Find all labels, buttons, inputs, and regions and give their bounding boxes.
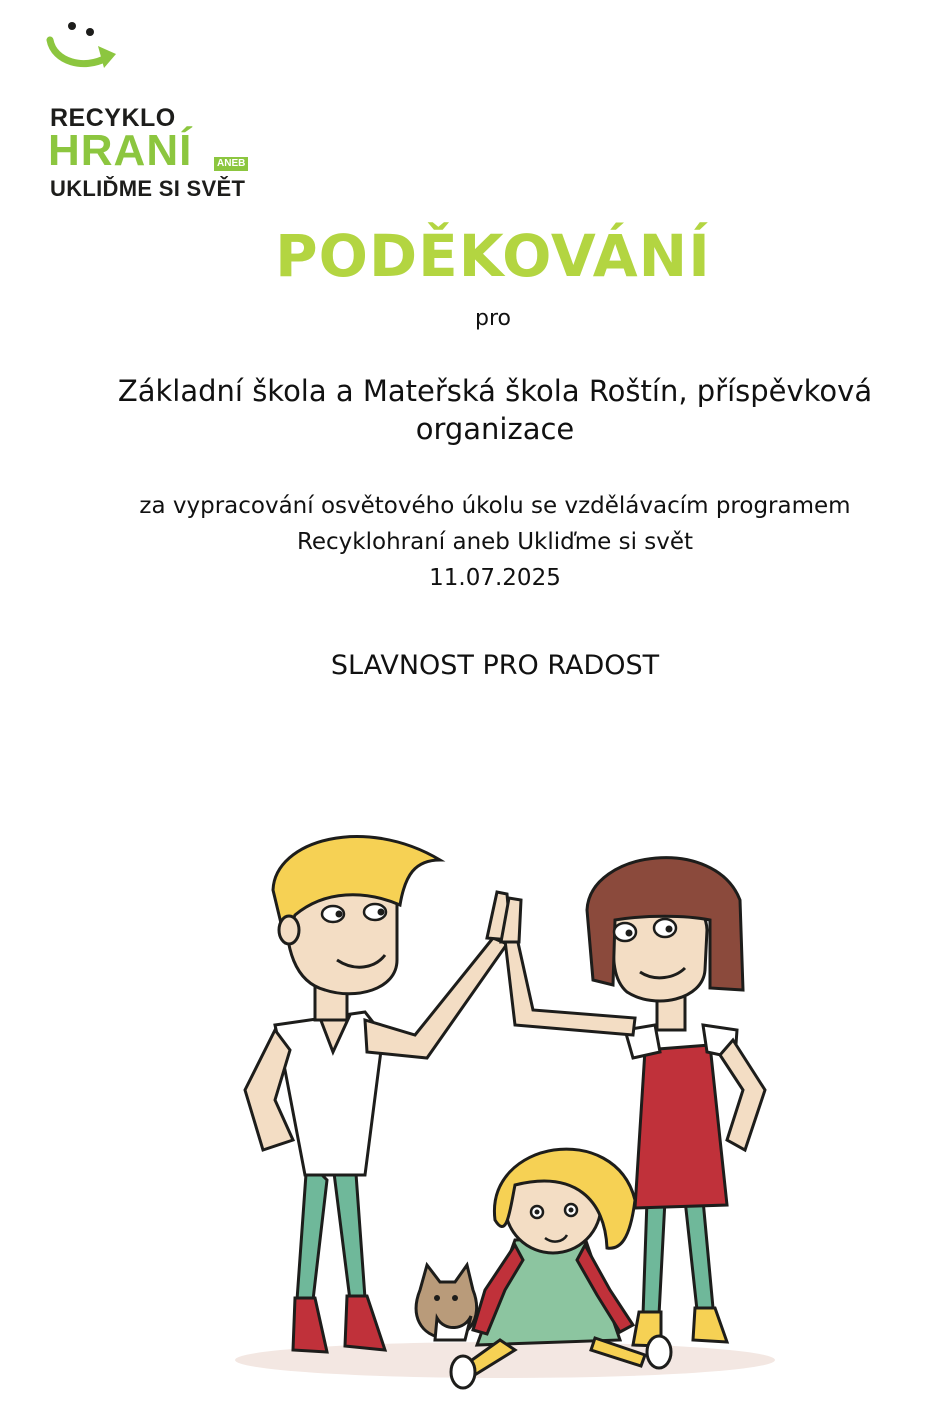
- certificate-title: PODĚKOVÁNÍ: [275, 222, 711, 290]
- reason: [60, 488, 930, 596]
- recipient: [60, 372, 930, 448]
- recipient-line2: organizace: [415, 412, 575, 446]
- logo-text-hrani: HRANÍ: [48, 126, 193, 175]
- certificate-date: 11.07.2025: [429, 565, 561, 591]
- smile-arrow-icon: [44, 18, 124, 78]
- event-name: SLAVNOST PRO RADOST: [330, 650, 660, 681]
- family-high-five-illustration: [215, 820, 795, 1400]
- logo-badge-aneb: ANEB: [214, 157, 248, 171]
- logo-text-uklidme: UKLIĎME SI SVĚT: [50, 176, 246, 201]
- recipient-line1: Základní škola a Mateřská škola Roštín, příspěvková: [117, 374, 873, 408]
- logo-text-recyklo: RECYKLO: [50, 104, 176, 132]
- certificate-pro: pro: [475, 306, 511, 331]
- reason-line2: Recyklohraní aneb Ukliďme si svět: [296, 529, 694, 555]
- reason-line1: za vypracování osvětového úkolu se vzdělávacím programem: [139, 493, 851, 519]
- logo: [44, 18, 284, 201]
